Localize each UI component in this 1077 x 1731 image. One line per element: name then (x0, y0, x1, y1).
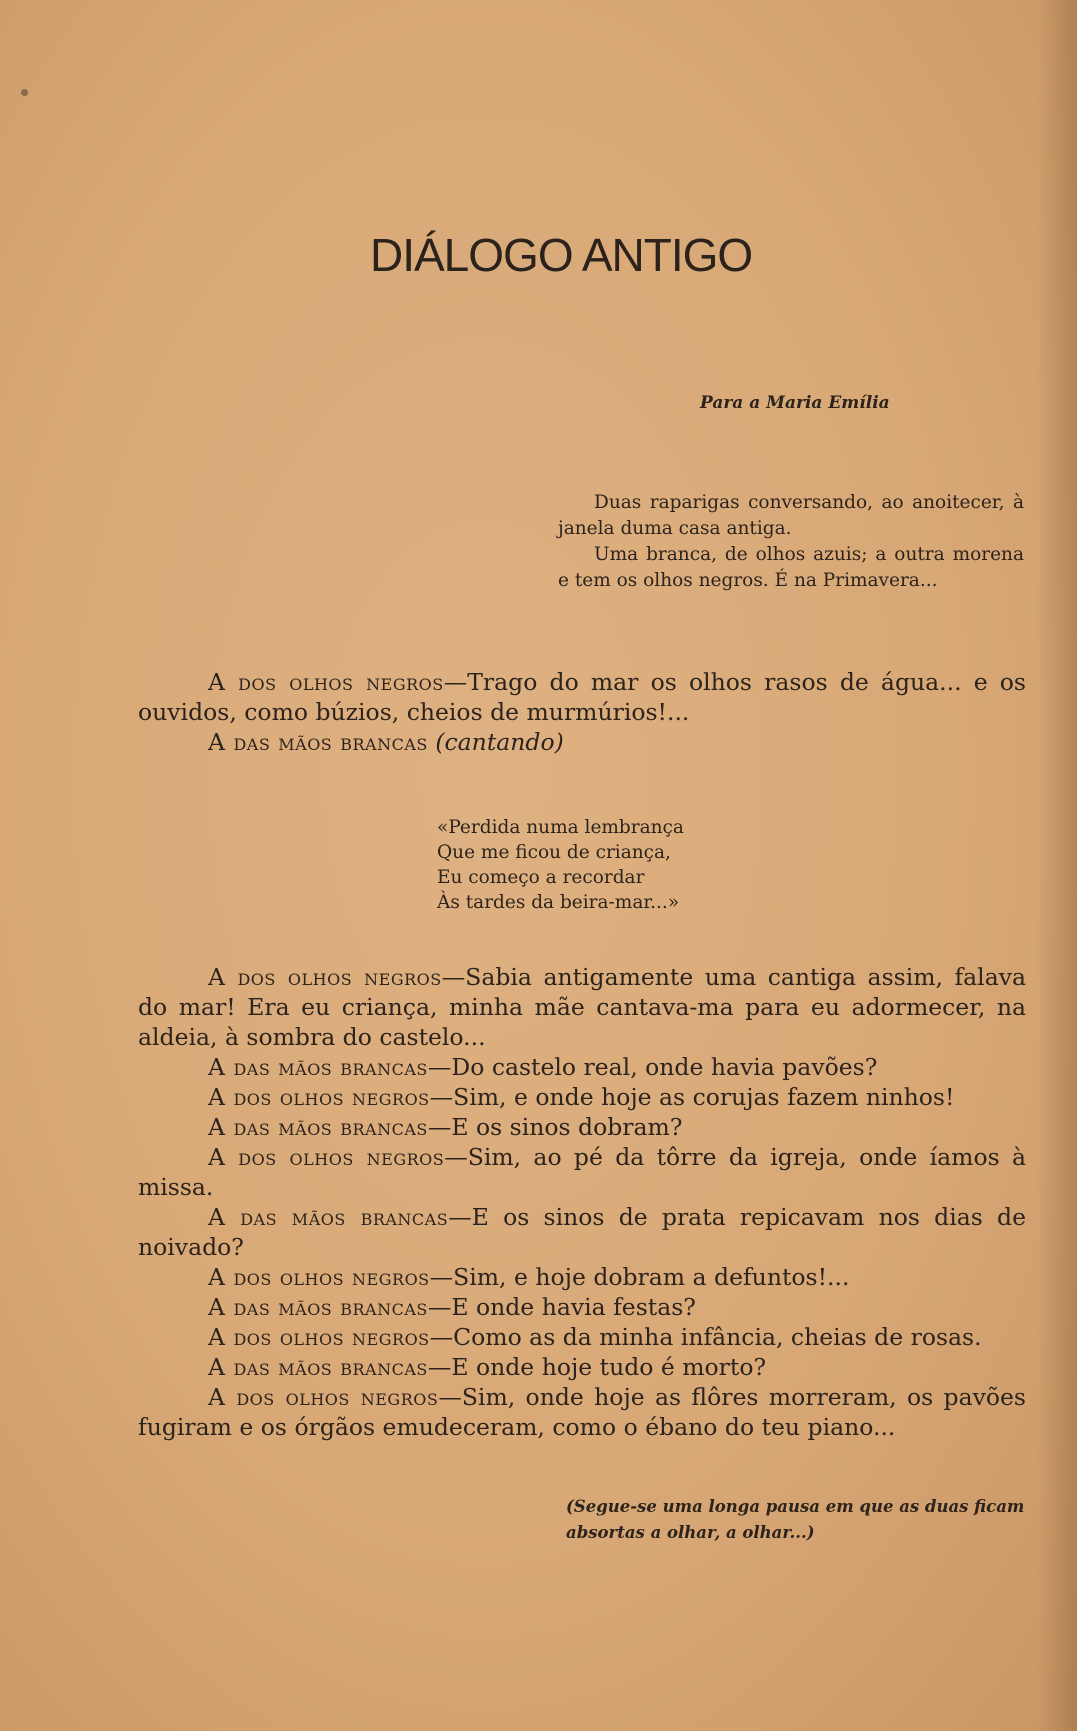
speaker-label: A dos olhos negros (208, 668, 444, 696)
dialogue-opening (138, 667, 1026, 757)
song-verse (437, 815, 684, 915)
intro-paragraph: Uma branca, de olhos azuis; a outra morena e tem os olhos negros. É na Primavera... (558, 544, 1024, 591)
speaker-label: A das mãos brancas (208, 1203, 449, 1231)
closing-stage-direction (566, 1494, 1026, 1546)
speaker-label: A das mãos brancas (208, 1353, 428, 1381)
dialogue-line: A dos olhos negros—Sim, e hoje dobram a defuntos!... (208, 1263, 850, 1291)
dialogue-line: A dos olhos negros—Sabia antigamente uma cantiga assim, falava do mar! Era eu criança, minha mãe cantava-ma para eu adormecer, na aldeia, à sombra do castelo... (138, 963, 1026, 1051)
dialogue-line: A dos olhos negros—Sim, e onde hoje as corujas fazem ninhos! (208, 1083, 955, 1111)
dialogue-line: A das mãos brancas—E os sinos dobram? (208, 1113, 683, 1141)
dialogue-line: A dos olhos negros—Sim, ao pé da tôrre da igreja, onde íamos à missa. (138, 1143, 1026, 1201)
dialogue-line: A das mãos brancas—E onde havia festas? (208, 1293, 696, 1321)
page-edge-shadow (1037, 0, 1077, 1731)
dialogue-line: A dos olhos negros—Como as da minha infância, cheias de rosas. (208, 1323, 982, 1351)
dialogue-line: A dos olhos negros—Trago do mar os olhos rasos de água... e os ouvidos, como búzios, cheios de murmúrios!... (138, 668, 1026, 726)
dialogue-main (138, 962, 1026, 1442)
speaker-label: A das mãos brancas (208, 728, 428, 756)
dedication: Para a Maria Emília (700, 393, 890, 413)
dialogue-line: A das mãos brancas—E onde hoje tudo é morto? (208, 1353, 767, 1381)
verse-line: Eu começo a recordar (437, 867, 645, 888)
speaker-label: A dos olhos negros (208, 1083, 430, 1111)
verse-line: «Perdida numa lembrança (437, 817, 684, 838)
stage-direction-line: (Segue-se uma longa pausa em que as duas ficam (566, 1497, 1025, 1516)
stage-direction-line: absortas a olhar, a olhar...) (566, 1523, 815, 1542)
speaker-label: A dos olhos negros (208, 1323, 430, 1351)
intro-stage-note (558, 490, 1024, 594)
page-title: DIÁLOGO ANTIGO (370, 229, 753, 281)
intro-paragraph: Duas raparigas conversando, ao anoitecer, à janela duma casa antiga. (558, 492, 1024, 539)
dialogue-line: A das mãos brancas—Do castelo real, onde havia pavões? (208, 1053, 878, 1081)
verse-line: Que me ficou de criança, (437, 842, 671, 863)
speaker-label: A das mãos brancas (208, 1113, 428, 1141)
speaker-label: A dos olhos negros (208, 1143, 445, 1171)
dialogue-line: A das mãos brancas—E os sinos de prata repicavam nos dias de noivado? (138, 1203, 1026, 1261)
speaker-label: A das mãos brancas (208, 1293, 428, 1321)
dialogue-line: A dos olhos negros—Sim, onde hoje as flôres morreram, os pavões fugiram e os órgãos emudeceram, como o ébano do teu piano... (138, 1383, 1026, 1441)
verse-line: Às tardes da beira-mar...» (437, 892, 680, 913)
speaker-label: A dos olhos negros (208, 1383, 439, 1411)
stage-direction-inline: (cantando) (435, 728, 564, 756)
speaker-label: A dos olhos negros (208, 963, 442, 991)
speaker-label: A das mãos brancas (208, 1053, 428, 1081)
speaker-label: A dos olhos negros (208, 1263, 430, 1291)
paper-spot (21, 89, 28, 96)
dialogue-line (138, 727, 1026, 757)
